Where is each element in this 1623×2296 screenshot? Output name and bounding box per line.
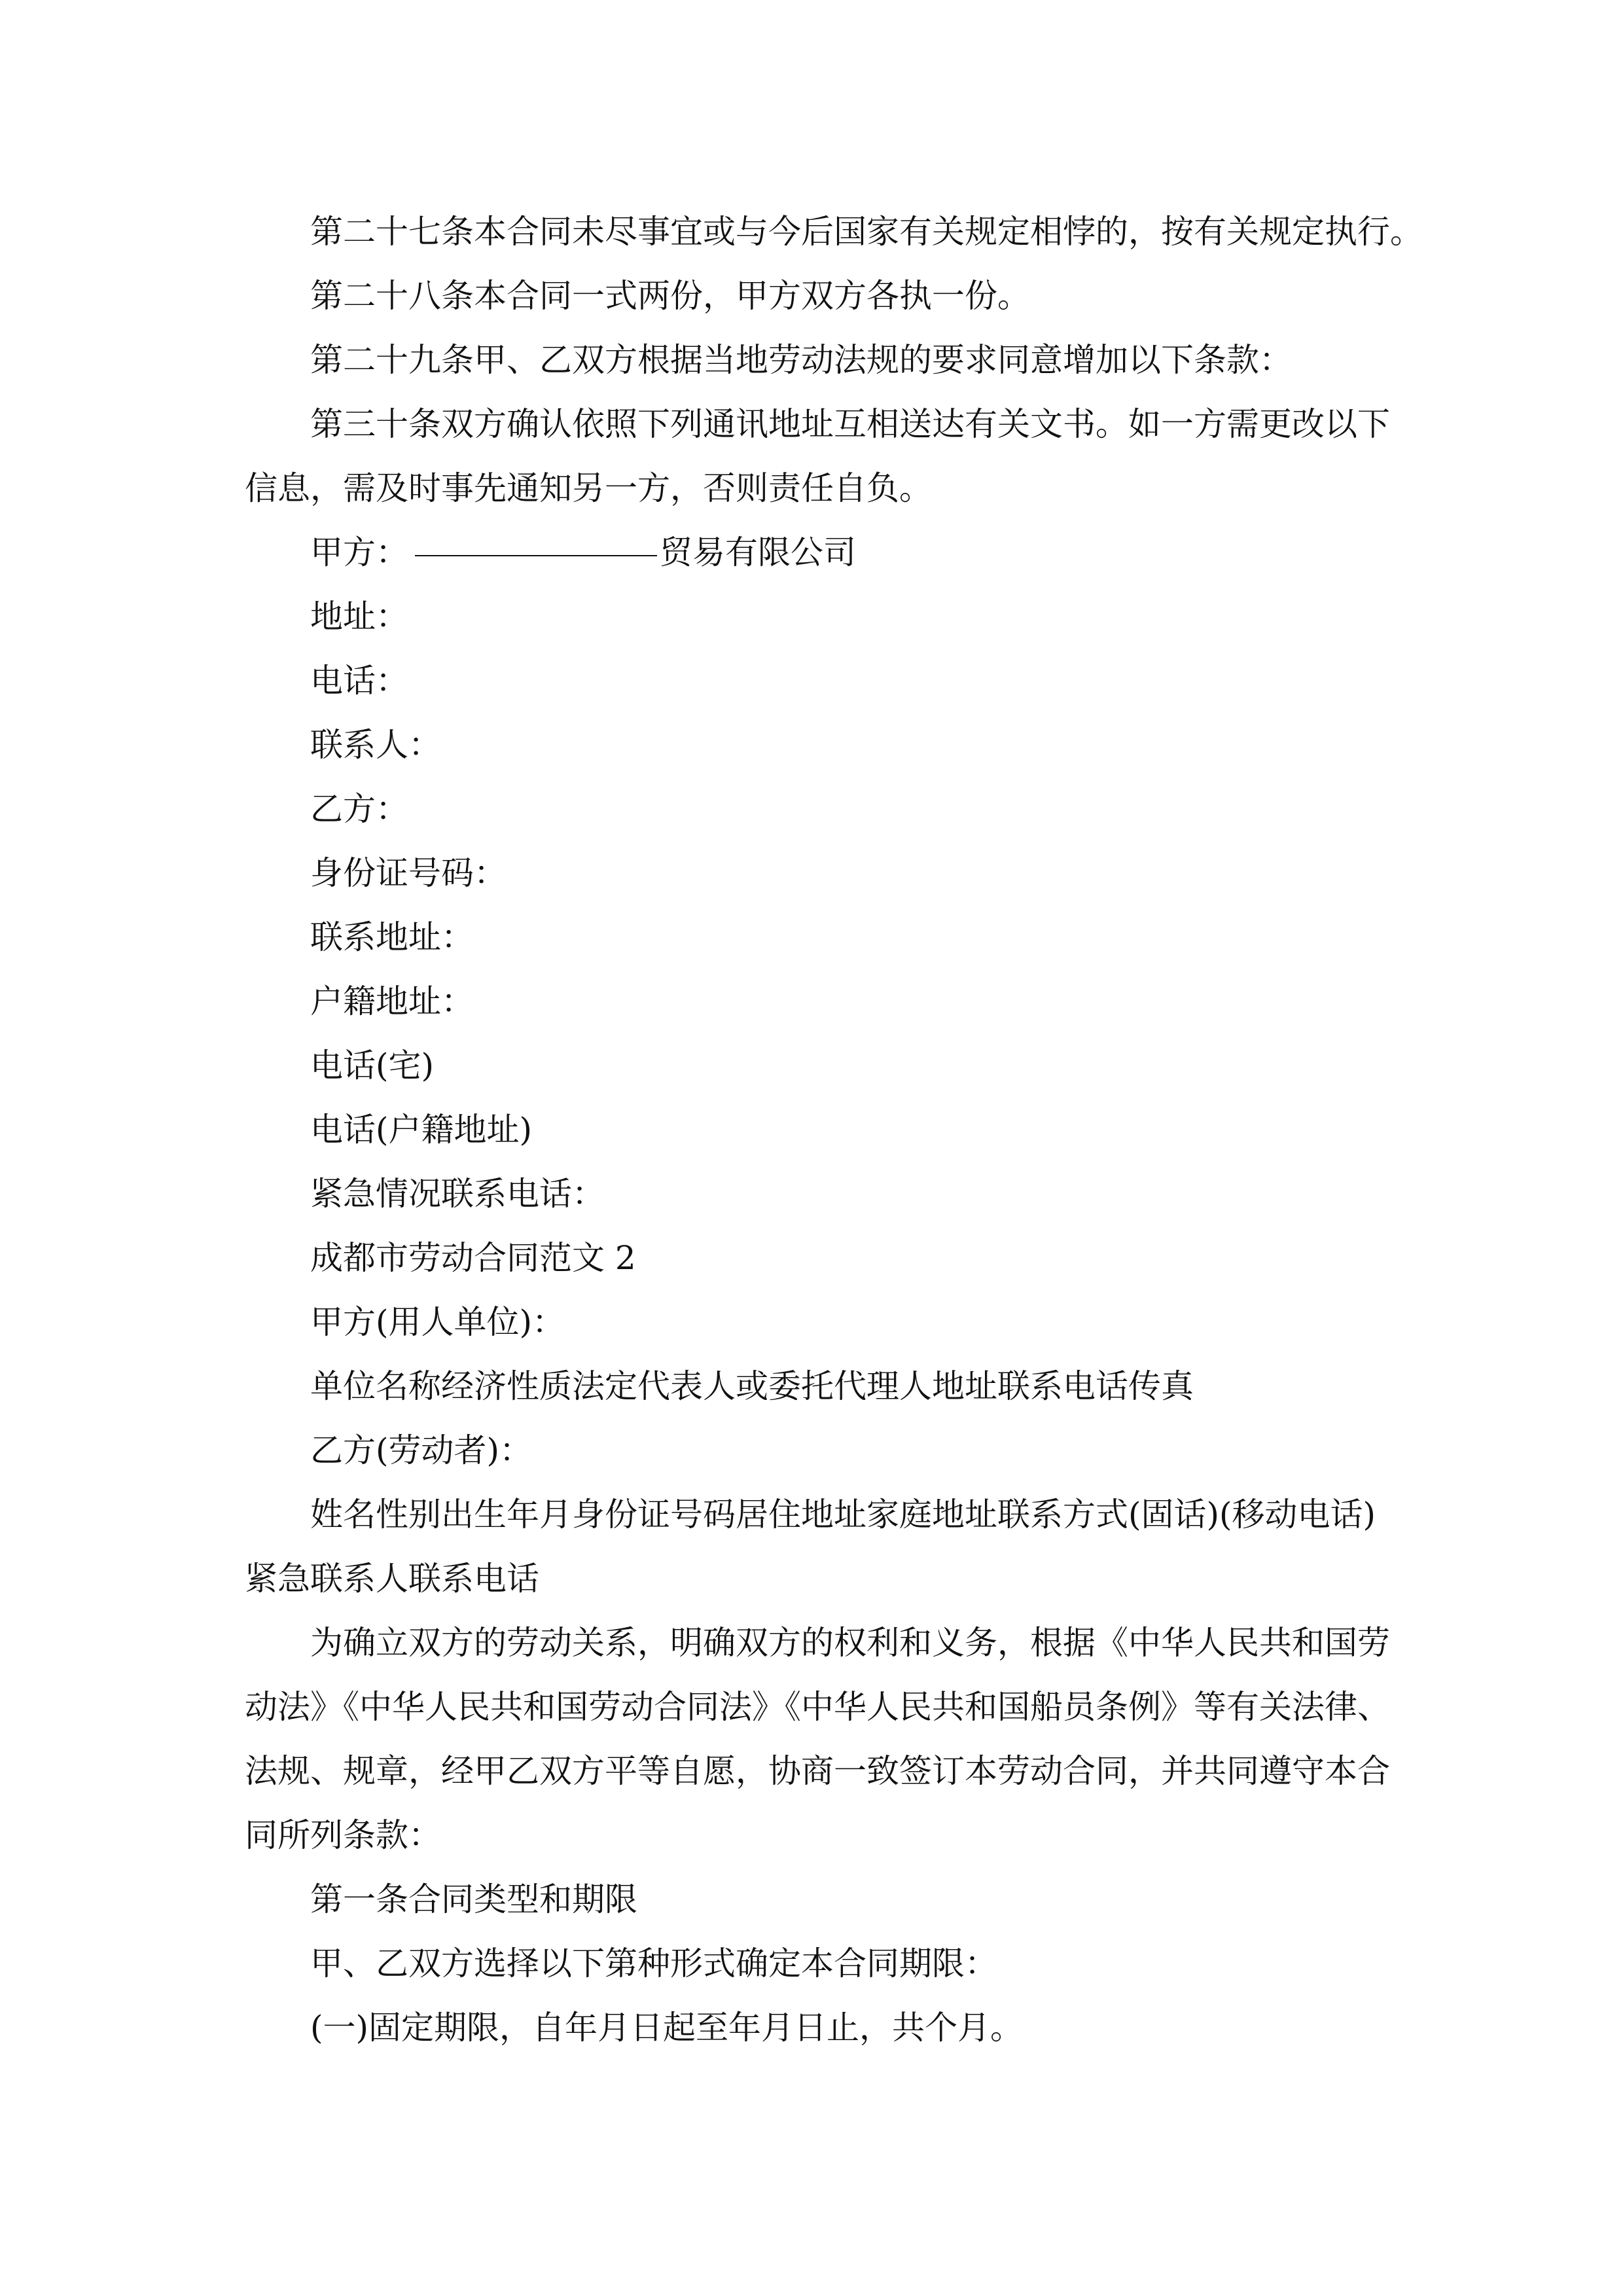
preamble-line-1: 为确立双方的劳动关系，明确双方的权利和义务，根据《中华人民共和国劳: [310, 1624, 1390, 1662]
article-1-title: 第一条合同类型和期限: [310, 1880, 637, 1918]
employee-label: 乙方(劳动者)：: [310, 1431, 533, 1469]
field-household-address: 户籍地址：: [310, 982, 474, 1020]
document-body: [245, 200, 1423, 2060]
field-contact-person: 联系人：: [310, 726, 441, 764]
party-a-line: [245, 520, 1383, 584]
party-a-company: 贸易有限公司: [660, 533, 856, 571]
employee-fields-line-1: 姓名性别出生年月身份证号码居住地址家庭地址联系方式(固话)(移动电话): [310, 1496, 1376, 1534]
article-29: 第二十九条甲、乙双方根据当地劳动法规的要求同意增加以下条款：: [310, 341, 1292, 379]
article-27: 第二十七条本合同未尽事宜或与今后国家有关规定相悖的，按有关规定执行。: [310, 213, 1423, 251]
article-1-item-1: (一)固定期限，自年月日起至年月日止，共个月。: [310, 2009, 1024, 2047]
article-28: 第二十八条本合同一式两份，甲方双方各执一份。: [310, 277, 1030, 315]
field-id-number: 身份证号码：: [310, 854, 507, 892]
section-title: 成都市劳动合同范文 2: [310, 1239, 636, 1277]
article-1-intro: 甲、乙双方选择以下第种形式确定本合同期限：: [310, 1945, 997, 1982]
preamble-line-2: 动法》《中华人民共和国劳动合同法》《中华人民共和国船员条例》等有关法律、: [245, 1688, 1390, 1726]
field-party-b: 乙方：: [310, 790, 408, 828]
field-household-phone: 电话(户籍地址): [310, 1111, 533, 1149]
field-address: 地址：: [310, 598, 408, 636]
party-a-label: 甲方：: [310, 533, 408, 571]
field-home-phone: 电话(宅): [310, 1047, 435, 1085]
employer-label: 甲方(用人单位)：: [310, 1303, 565, 1341]
field-contact-address: 联系地址：: [310, 918, 474, 956]
party-a-name-blank: [415, 554, 657, 556]
preamble-line-3: 法规、规章，经甲乙双方平等自愿，协商一致签订本劳动合同，并共同遵守本合: [245, 1752, 1390, 1790]
article-30-line-1: 第三十条双方确认依照下列通讯地址互相送达有关文书。如一方需更改以下: [310, 405, 1390, 443]
preamble-line-4: 同所列条款：: [245, 1816, 441, 1854]
field-emergency-phone: 紧急情况联系电话：: [310, 1175, 605, 1213]
employer-fields: 单位名称经济性质法定代表人或委托代理人地址联系电话传真: [310, 1367, 1194, 1405]
employee-fields-line-2: 紧急联系人联系电话: [245, 1560, 539, 1598]
field-phone: 电话：: [310, 662, 408, 700]
article-30-line-2: 信息，需及时事先通知另一方，否则责任自负。: [245, 469, 932, 507]
